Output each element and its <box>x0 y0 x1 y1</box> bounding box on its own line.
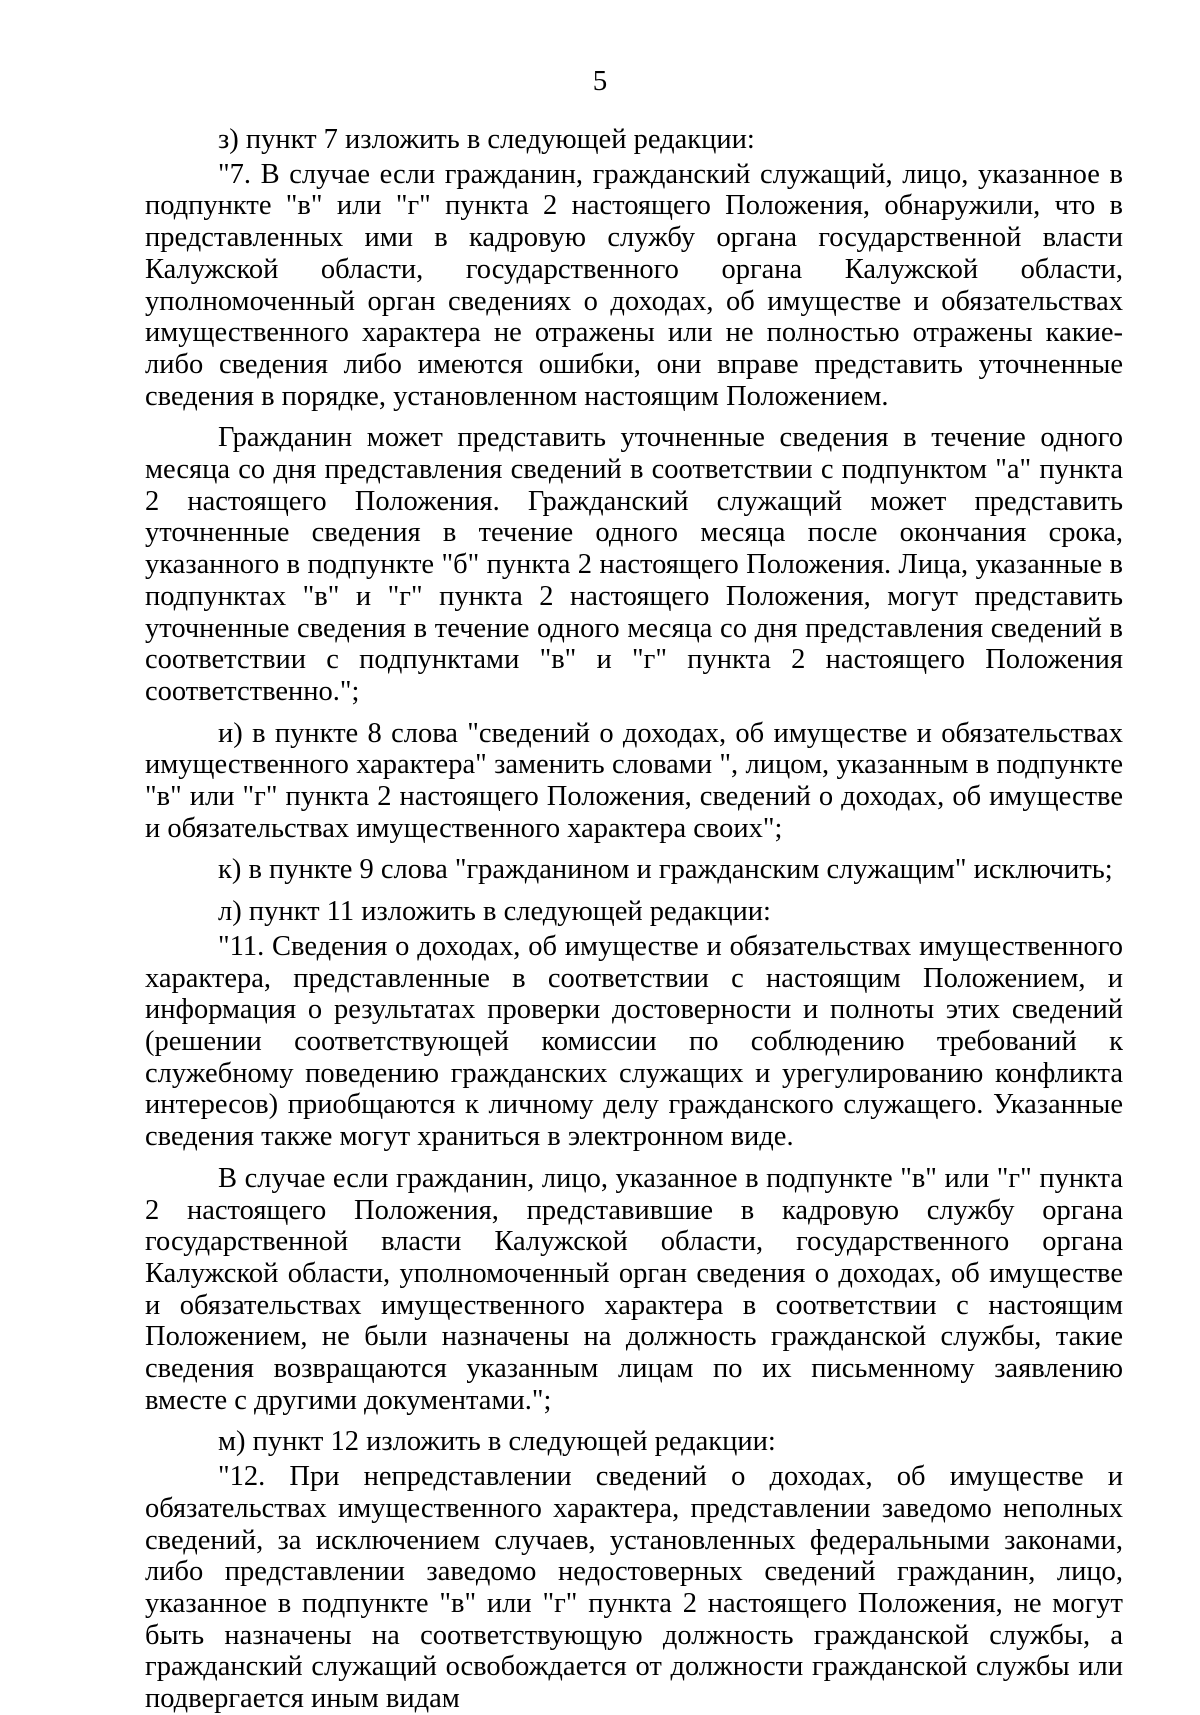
paragraph-k-item-9: к) в пункте 9 слова "гражданином и гражданским служащим" исключить; <box>218 854 1113 886</box>
paragraph-item-11-text: "11. Сведения о доходах, об имуществе и обязательствах имущественного характера, представленные в соответствии с настоящим Положением, и информация о результатах проверки достоверности и полноты этих сведений (решении соответствующей комиссии по соблюдению требований к служебному поведению гражданских служащих и урегулированию конфликта интересов) приобщаются к личному делу гражданского служащего. Указанные сведения также могут храниться в электронном виде. <box>145 930 1123 1153</box>
paragraph-l-item-11: л) пункт 11 изложить в следующей редакции: <box>218 896 771 928</box>
paragraph-i-item-8: и) в пункте 8 слова "сведений о доходах, об имуществе и обязательствах имущественного характера" заменить словами ", лицом, указанным в подпункте "в" или "г" пункта 2 настоящего Положения, сведений о доходах, об имуществе и обязательствах имущественного характера своих"; <box>145 717 1123 844</box>
paragraph-item-11-return: В случае если гражданин, лицо, указанное в подпункте "в" или "г" пункта 2 настоящего Положения, представившие в кадровую службу органа государственной власти Калужской области, государственного органа Калужской области, уполномоченный орган сведения о доходах, об имуществе и обязательствах имущественного характера в соответствии с настоящим Положением, не были назначены на должность гражданской службы, такие сведения возвращаются указанным лицам по их письменному заявлению вместе с другими документами."; <box>145 1162 1123 1416</box>
paragraph-z-item-7: з) пункт 7 изложить в следующей редакции: <box>218 124 755 155</box>
paragraph-m-item-12: м) пункт 12 изложить в следующей редакции: <box>218 1426 776 1458</box>
paragraph-item-7-clarification: Гражданин может представить уточненные сведения в течение одного месяца со дня представления сведений в соответствии с подпунктом "а" пункта 2 настоящего Положения. Гражданский служащий может представить уточненные сведения в течение одного месяца после окончания срока, указанного в подпункте "б" пункта 2 настоящего Положения. Лица, указанные в подпунктах "в" и "г" пункта 2 настоящего Положения, могут представить уточненные сведения в течение одного месяца со дня представления сведений в соответствии с подпунктами "в" и "г" пункта 2 настоящего Положения соответственно."; <box>145 422 1123 707</box>
paragraph-item-7-text: "7. В случае если гражданин, гражданский служащий, лицо, указанное в подпункте "в" или "г" пункта 2 настоящего Положения, обнаружили, что в представленных ими в кадровую службу органа государственной власти Калужской области, государственного органа Калужской области, уполномоченный орган сведениях о доходах, об имуществе и обязательствах имущественного характера не отражены или не полностью отражены какие-либо сведения либо имеются ошибки, они вправе представить уточненные сведения в порядке, установленном настоящим Положением. <box>145 158 1123 412</box>
page-number: 5 <box>592 65 608 97</box>
document-body <box>145 124 1123 1715</box>
paragraph-item-12-text: "12. При непредставлении сведений о доходах, об имуществе и обязательствах имущественного характера, представлении заведомо неполных сведений, за исключением случаев, установленных федеральными законами, либо представлении заведомо недостоверных сведений гражданин, лицо, указанное в подпункте "в" или "г" пункта 2 настоящего Положения, не могут быть назначены на соответствующую должность гражданской службы, а гражданский служащий освобождается от должности гражданской службы или подвергается иным видам <box>145 1461 1123 1715</box>
